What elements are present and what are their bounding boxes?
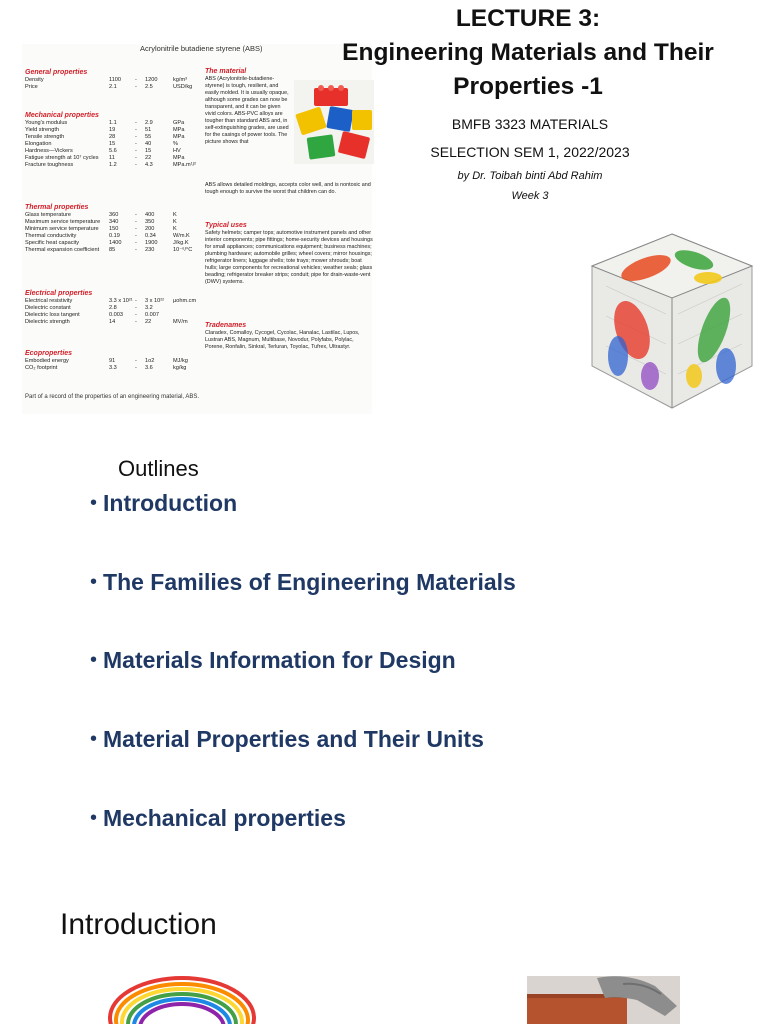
thermal-properties-section [25,204,205,254]
property-row: Hardness—Vickers 5.6 - 15 HV [25,148,181,154]
property-row: Fracture toughness 1.2 - 4.3 MPa.m¹/² [25,162,196,168]
property-row: Dielectric loss tangent 0.003 - 0.007 [25,312,159,318]
property-row: Thermal expansion coefficient 85 - 230 10⁻⁶/°C [25,247,193,253]
material-text: ABS (Acrylonitrile-butadiene-styrene) is tough, resilient, and easily molded. It is usually opaque, although some grades can now be transparent, and it can be given vivid colors. ABS-PVC alloys are tougher than standard ABS and, in self-extinguishing grades, are used for the casings of power tools. The picture shows that [205,76,289,145]
property-row: Maximum service temperature 340 - 350 K [25,219,177,225]
property-row: Elongation 15 - 40 % [25,141,178,147]
property-row: CO₂ footprint 3.3 - 3.6 kg/kg [25,365,187,371]
record-title: Acrylonitrile butadiene styrene (ABS) [140,44,263,53]
electrical-properties-section [25,290,205,326]
property-row: Dielectric constant 2.8 - 3.2 [25,305,153,311]
typical-uses-section [205,222,373,286]
outline-item [90,726,484,753]
outline-item [90,805,346,832]
course-semester: SELECTION SEM 1, 2022/2023 [430,144,630,160]
material-description [205,68,291,146]
property-row: Fatigue strength at 10⁷ cycles 11 - 22 MPa [25,155,185,161]
rubber-bands-image [100,970,265,1024]
brick-and-glove-image [527,976,680,1024]
property-row: Density 1100 - 1200 kg/m³ [25,77,187,83]
mechanical-properties-section [25,112,205,169]
material-heading: The material [205,68,247,75]
uses-heading: Typical uses [205,222,247,229]
section-heading: Ecoproperties [25,350,73,357]
property-row: Yield strength 19 - 51 MPa [25,127,185,133]
property-row: Embodied energy 91 - 1o2 MJ/kg [25,358,188,364]
property-row: Tensile strength 28 - 55 MPa [25,134,185,140]
slide-lecture-title [0,0,768,430]
eco-properties-section [25,350,205,372]
tradenames-text: Claradex, Comalloy, Cycogel, Cycolac, Hanalac, Lastilac, Lupos, Lustran ABS, Magnum, Multibase, Novodur, Polyfabs, Polylac, Porene, Ronfalin, Sinkral, Terluran, Toyolac, Tufrex, Ultrastyr. [205,330,360,350]
introduction-title: Introduction [60,908,217,941]
record-caption: Part of a record of the properties of an engineering material, ABS. [25,394,200,400]
outline-item-label: Material Properties and Their Units [103,726,484,752]
outline-item-label: Mechanical properties [103,805,346,831]
section-heading: Electrical properties [25,290,93,297]
property-row: Thermal conductivity 0.19 - 0.34 W/m.K [25,233,190,239]
bullet-icon: • [90,649,98,671]
outline-item [90,569,516,596]
title-line-3: Properties -1 [453,73,603,100]
outline-item-label: Materials Information for Design [103,647,456,673]
title-line-1: LECTURE 3: [455,5,601,32]
property-row: Minimum service temperature 150 - 200 K [25,226,177,232]
property-row: Specific heat capacity 1400 - 1900 J/kg.K [25,240,189,246]
section-heading: Thermal properties [25,204,89,211]
outline-item [90,490,237,517]
section-heading: General properties [25,69,88,76]
course-code: BMFB 3323 MATERIALS [451,116,609,132]
outline-item [90,647,456,674]
material-text-continued: ABS allows detailed moldings, accepts color well, and is nontoxic and tough enough to survive the worst that children can do. [205,182,371,195]
tradenames-heading: Tradenames [205,322,247,329]
property-row: Dielectric strength 14 - 22 MV/m [25,319,188,325]
bullet-icon: • [90,807,98,829]
outlines-title: Outlines [118,456,199,481]
outline-item-label: The Families of Engineering Materials [103,569,516,595]
lecture-title [310,2,746,104]
title-line-2: Engineering Materials and Their [342,39,714,66]
author: by Dr. Toibah binti Abd Rahim [457,170,603,182]
uses-text: Safety helmets; camper tops; automotive instrument panels and other interior components; pipe fittings; home-security devices and housings for small appliances; communications equipment; business machines; plumbing hardware; automobile grilles; wheel covers; mirror housings; refrigerator liners; luggage shells; tote trays; mower shrouds; boat hulls; large components for recreational vehicles; weather seals; glass beading; refrigerator breaker strips; conduit; pipe for drain-waste-vent (DWV) systems. [205,230,373,285]
bullet-icon: • [90,728,98,750]
property-row: Price 2.1 - 2.5 USD/kg [25,84,193,90]
material-property-chart-cube-image [576,226,768,416]
week: Week 3 [511,190,549,202]
bullet-icon: • [90,492,98,514]
property-row: Young's modulus 1.1 - 2.9 GPa [25,120,185,126]
outline-item-label: Introduction [103,490,238,516]
property-row: Electrical resistivity 3.3 x 10²¹ - 3 x 10²² µohm.cm [25,298,197,304]
general-properties-section [25,69,205,91]
bullet-icon: • [90,571,98,593]
tradenames-section [205,322,373,351]
property-row: Glass temperature 360 - 400 K [25,212,177,218]
section-heading: Mechanical properties [25,112,99,119]
